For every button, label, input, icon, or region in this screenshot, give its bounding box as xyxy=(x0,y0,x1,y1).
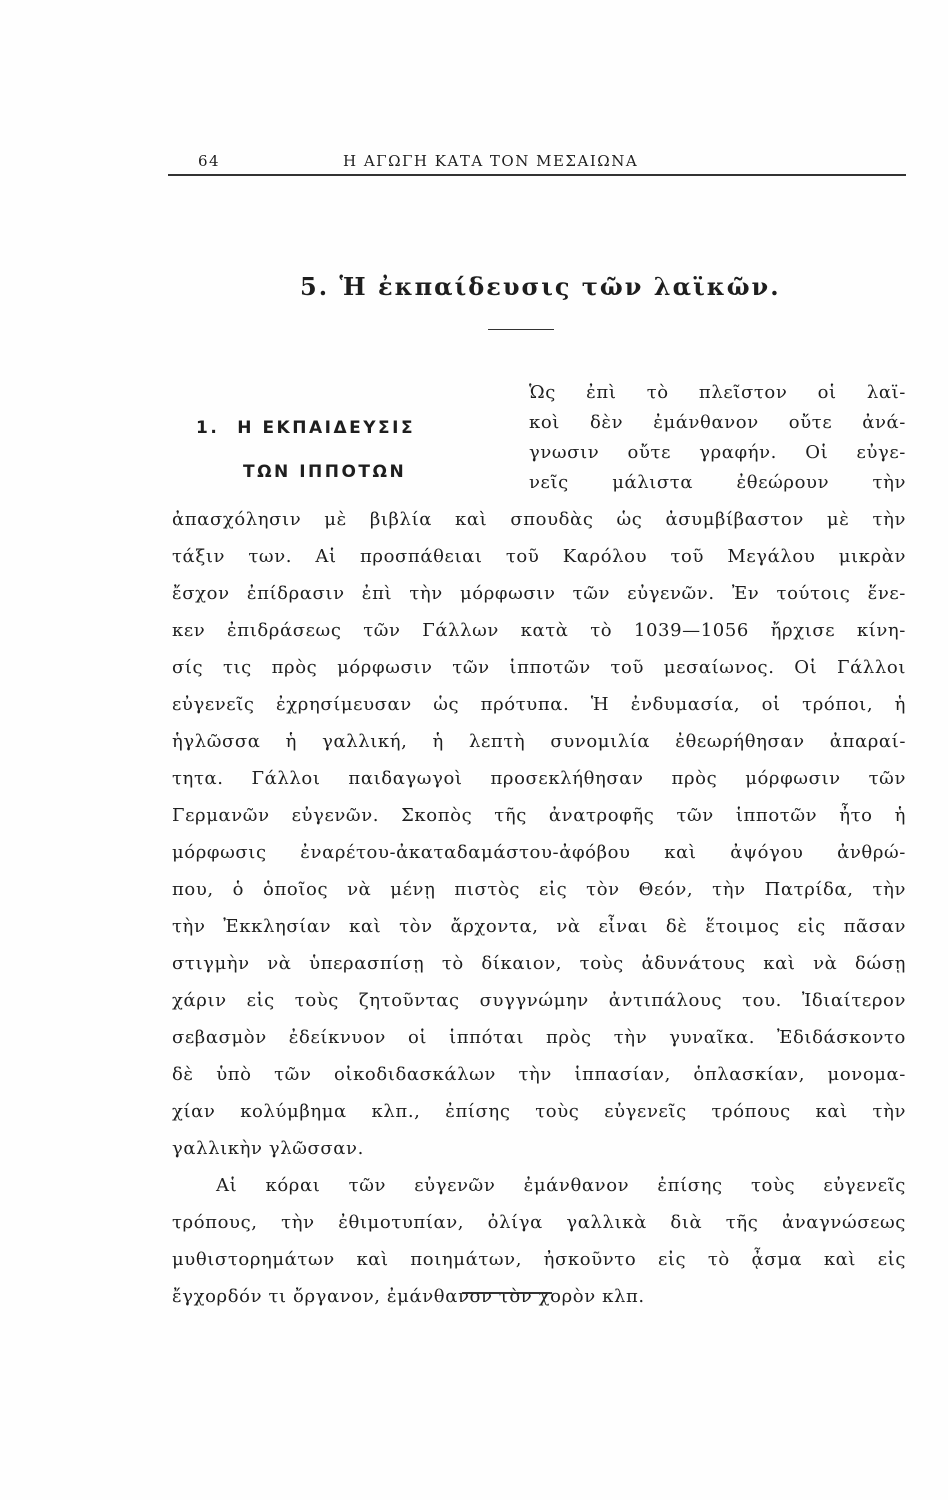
page-number: 64 xyxy=(198,152,221,170)
text-line: εὐγενεῖς ἐχρησίμευσαν ὡς πρότυπα. Ἡ ἐνδυμασία, οἱ τρόποι, ἡ xyxy=(172,694,906,715)
chapter-heading: 5. Ἡ ἐκπαίδευσις τῶν λαϊκῶν. xyxy=(300,272,781,301)
text-line: σίς τις πρὸς μόρφωσιν τῶν ἱπποτῶν τοῦ μεσαίωνος. Οἱ Γάλλοι xyxy=(172,657,906,678)
text-line: ἡγλῶσσα ἡ γαλλική, ἡ λεπτὴ συνομιλία ἐθεωρήθησαν ἀπαραί- xyxy=(172,731,906,752)
text-line: δὲ ὑπὸ τῶν οἰκοδιδασκάλων τὴν ἱππασίαν, ὁπλασκίαν, μονομα- xyxy=(172,1064,906,1085)
text-line: τρόπους, τὴν ἐθιμοτυπίαν, ὀλίγα γαλλικὰ διὰ τῆς ἀναγνώσεως xyxy=(172,1212,906,1233)
text-line: τητα. Γάλλοι παιδαγωγοὶ προσεκλήθησαν πρὸς μόρφωσιν τῶν xyxy=(172,768,906,789)
end-divider xyxy=(462,1292,552,1294)
text-line: χάριν εἰς τοὺς ζητοῦντας συγγνώμην ἀντιπάλους του. Ἰδιαίτερον xyxy=(172,990,906,1011)
text-line: Αἱ κόραι τῶν εὐγενῶν ἐμάνθανον ἐπίσης τοὺς εὐγενεῖς xyxy=(216,1175,906,1196)
text-line: τὴν Ἐκκλησίαν καὶ τὸν ἄρχοντα, νὰ εἶναι δὲ ἕτοιμος εἰς πᾶσαν xyxy=(172,916,906,937)
text-line: νεῖς μάλιστα ἐθεώρουν τὴν xyxy=(529,472,906,493)
text-line: που, ὁ ὁποῖος νὰ μένῃ πιστὸς εἰς τὸν Θεόν, τὴν Πατρίδα, τὴν xyxy=(172,879,906,900)
page-header xyxy=(168,148,906,176)
text-line: χίαν κολύμβημα κλπ., ἐπίσης τοὺς εὐγενεῖς τρόπους καὶ τὴν xyxy=(172,1101,906,1122)
section-title-line1: Η ΕΚΠΑΙΔΕΥΣΙΣ xyxy=(237,418,416,438)
running-title: Η ΑΓΩΓΗ ΚΑΤΑ ΤΟΝ ΜΕΣΑΙΩΝΑ xyxy=(343,152,639,170)
text-line: ἔγχορδόν τι ὄργανον, ἐμάνθανον τὸν χορὸν κλπ. xyxy=(172,1286,645,1307)
text-line: γαλλικὴν γλῶσσαν. xyxy=(172,1138,364,1159)
text-line: ἔσχον ἐπίδρασιν ἐπὶ τὴν μόρφωσιν τῶν εὐγενῶν. Ἐν τούτοις ἕνε- xyxy=(172,583,906,604)
text-line: ἀπασχόλησιν μὲ βιβλία καὶ σπουδὰς ὡς ἀσυμβίβαστον μὲ τὴν xyxy=(172,509,906,530)
text-line: τάξιν των. Αἱ προσπάθειαι τοῦ Καρόλου τοῦ Μεγάλου μικρὰν xyxy=(172,546,906,567)
text-line: μόρφωσις ἐναρέτου-ἀκαταδαμάστου-ἀφόβου καὶ ἀψόγου ἀνθρώ- xyxy=(172,842,906,863)
text-line: μυθιστορημάτων καὶ ποιημάτων, ἠσκοῦντο εἰς τὸ ᾆσμα καὶ εἰς xyxy=(172,1249,906,1270)
text-line: Ὡς ἐπὶ τὸ πλεῖστον οἱ λαϊ- xyxy=(529,382,906,403)
section-number: 1. xyxy=(196,418,220,438)
text-line: Γερμανῶν εὐγενῶν. Σκοπὸς τῆς ἀνατροφῆς τῶν ἱπποτῶν ἦτο ἡ xyxy=(172,805,906,826)
text-line: κοὶ δὲν ἐμάνθανον οὔτε ἀνά- xyxy=(529,412,906,433)
text-line: σεβασμὸν ἐδείκνυον οἱ ἱππόται πρὸς τὴν γυναῖκα. Ἐδιδάσκοντο xyxy=(172,1027,906,1048)
text-line: στιγμὴν νὰ ὑπερασπίσῃ τὸ δίκαιον, τοὺς ἀδυνάτους καὶ νὰ δώσῃ xyxy=(172,953,906,974)
heading-divider xyxy=(488,329,554,330)
section-title-line2: ΤΩΝ ΙΠΠΟΤΩΝ xyxy=(243,462,407,482)
text-line: κεν ἐπιδράσεως τῶν Γάλλων κατὰ τὸ 1039—1056 ἤρχισε κίνη- xyxy=(172,620,906,641)
text-line: γνωσιν οὔτε γραφήν. Οἱ εὐγε- xyxy=(529,442,906,463)
